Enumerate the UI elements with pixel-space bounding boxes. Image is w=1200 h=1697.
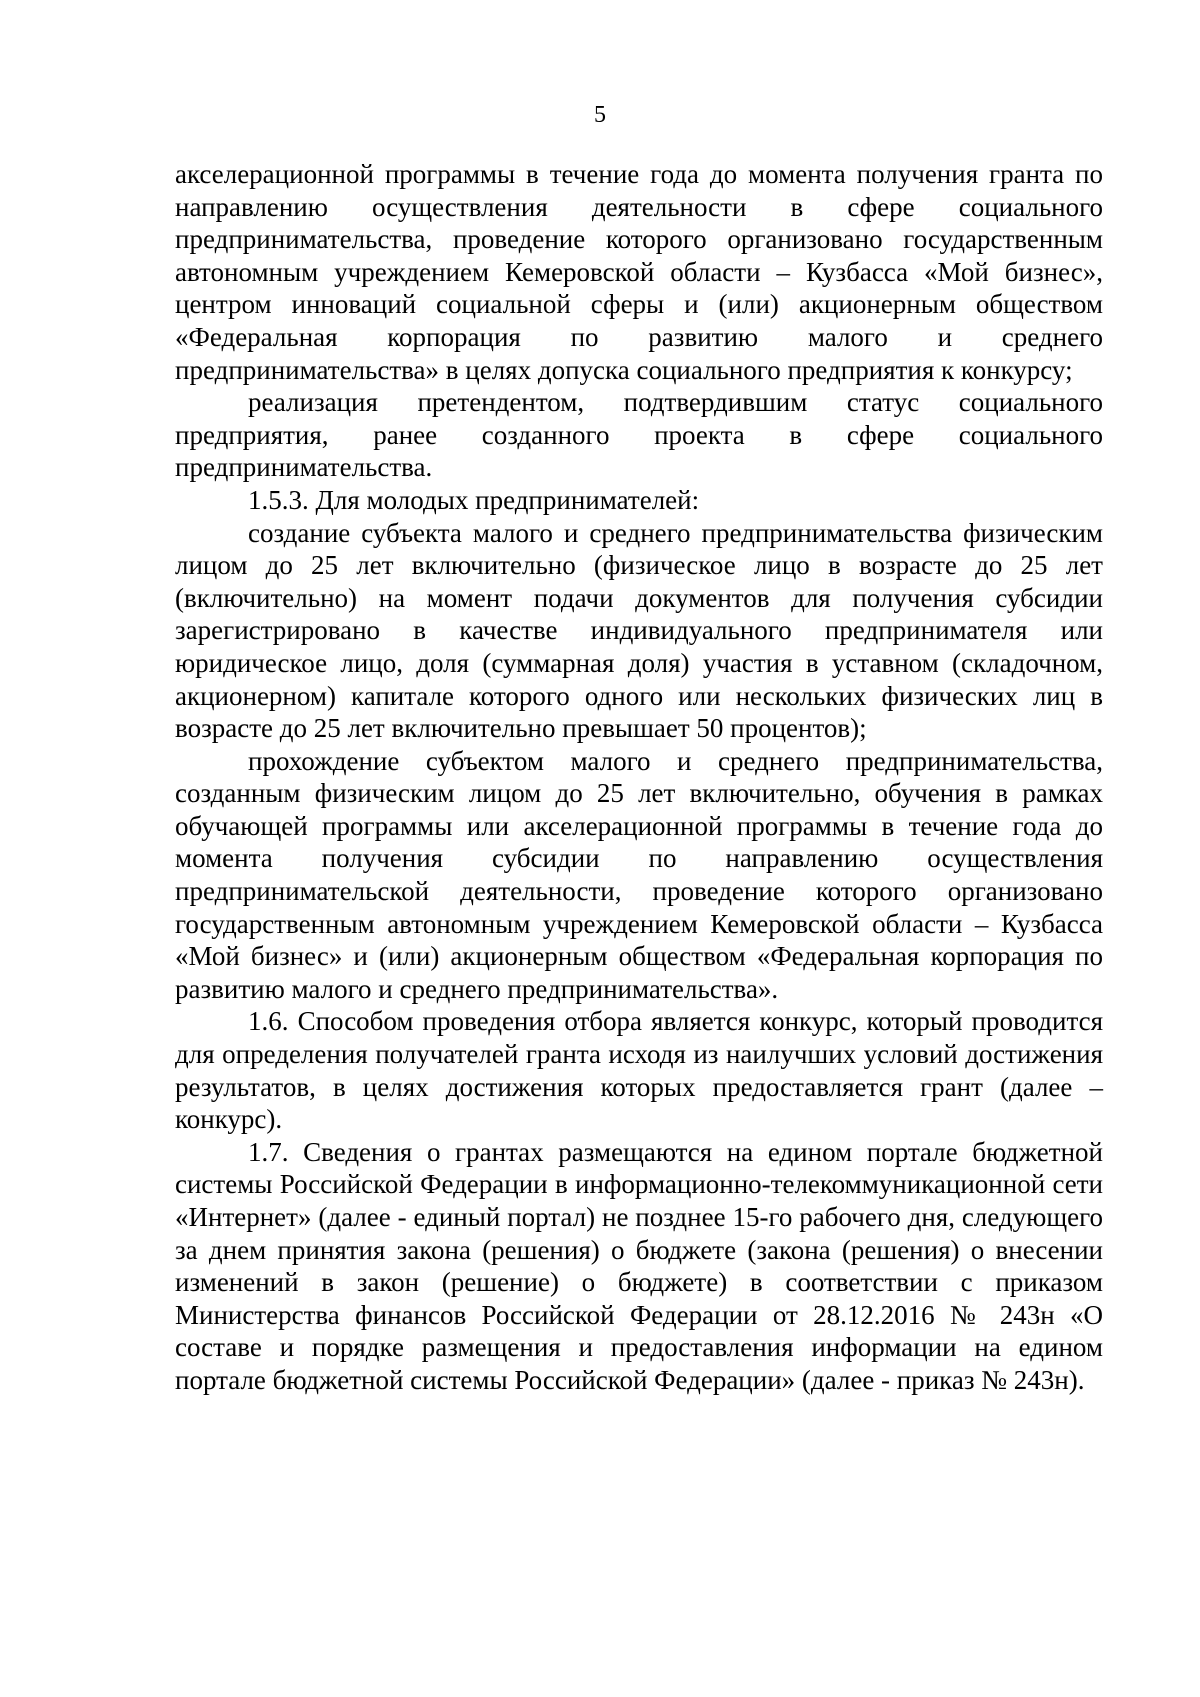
section-heading-1-5-3: 1.5.3. Для молодых предпринимателей: — [248, 484, 700, 515]
page-number: 5 — [594, 102, 606, 128]
document-body — [175, 158, 1103, 1397]
paragraph-1-6: 1.6. Способом проведения отбора является конкурс, который проводится для определения получателей гранта исходя из наилучших условий достижения результатов, в целях достижения которых предоставляется грант (далее – конкурс). — [175, 1006, 1103, 1135]
paragraph-1-7: 1.7. Сведения о грантах размещаются на едином портале бюджетной системы Российской Федерации в информационно-телекоммуникационной сети «Интернет» (далее - единый портал) не позднее 15-го рабочего дня, следующего за днем принятия закона (решения) о бюджете (закона (решения) о внесении изменений в закон (решение) о бюджете) в соответствии с приказом Министерства финансов Российской Федерации от 28.12.2016 № 243н «О составе и порядке размещения и предоставления информации на едином портале бюджетной системы Российской Федерации» (далее - приказ № 243н). — [175, 1136, 1103, 1395]
paragraph-continuation: акселерационной программы в течение года до момента получения гранта по направлению осуществления деятельности в сфере социального предпринимательства, проведение которого организовано государственным автономным учреждением Кемеровской области – Кузбасса «Мой бизнес», центром инноваций социальной сферы и (или) акционерным обществом «Федеральная корпорация по развитию малого и среднего предпринимательства» в целях допуска социального предприятия к конкурсу; — [175, 159, 1103, 385]
paragraph-training: прохождение субъектом малого и среднего предпринимательства, созданным физическим лицом до 25 лет включительно, обучения в рамках обучающей программы или акселерационной программы в течение года до момента получения субсидии по направлению осуществления предпринимательской деятельности, проведение которого организовано государственным автономным учреждением Кемеровской области – Кузбасса «Мой бизнес» и (или) акционерным обществом «Федеральная корпорация по развитию малого и среднего предпринимательства». — [175, 745, 1103, 1004]
paragraph-realization: реализация претендентом, подтвердившим статус социального предприятия, ранее созданного проекта в сфере социального предпринимательства. — [175, 387, 1103, 483]
paragraph-creation: создание субъекта малого и среднего предпринимательства физическим лицом до 25 лет включительно (физическое лицо в возрасте до 25 лет (включительно) на момент подачи документов для получения субсидии зарегистрировано в качестве индивидуального предпринимателя или юридическое лицо, доля (суммарная доля) участия в уставном (складочном, акционерном) капитале которого одного или нескольких физических лиц в возрасте до 25 лет включительно превышает 50 процентов); — [175, 517, 1103, 744]
